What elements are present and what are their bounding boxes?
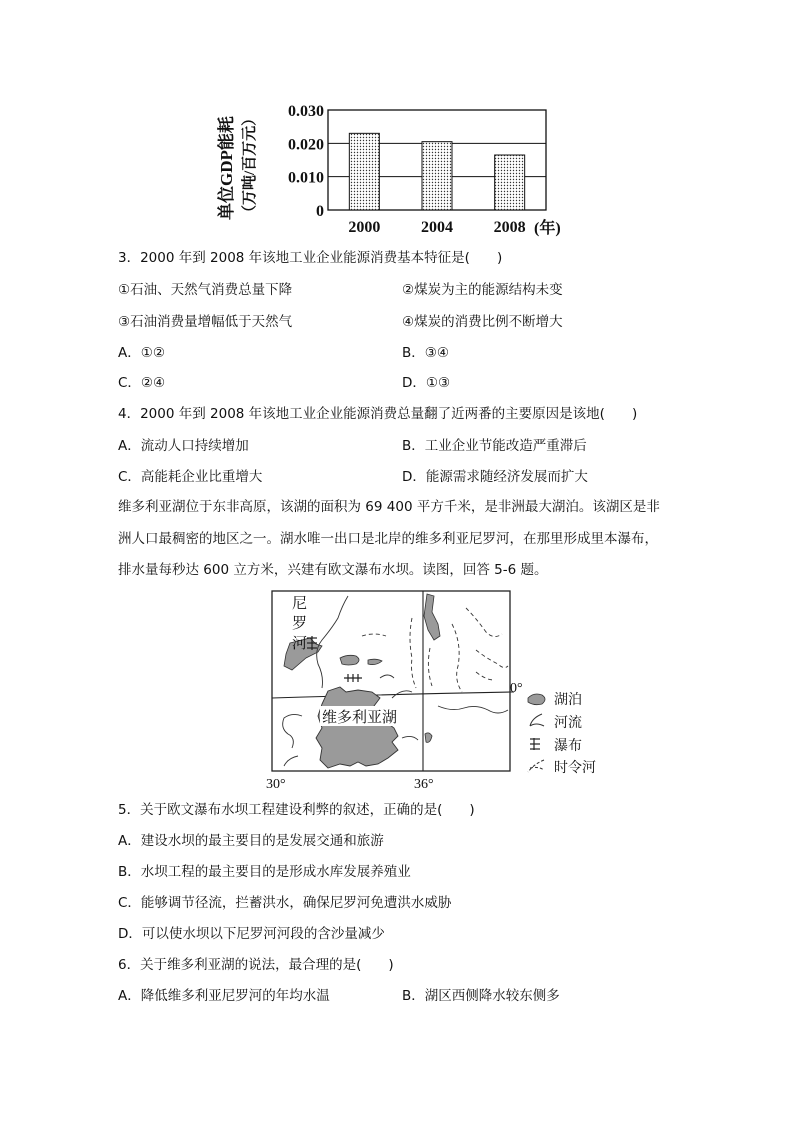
- q3-stem: 3．2000 年到 2008 年该地工业企业能源消费基本特征是( ): [118, 250, 503, 266]
- q3-option-c[interactable]: C．②④: [118, 375, 166, 391]
- lake-victoria-map: [262, 588, 622, 793]
- q5-option-b[interactable]: B．水坝工程的最主要目的是形成水库发展养殖业: [118, 864, 411, 880]
- q5-option-d[interactable]: D．可以使水坝以下尼罗河河段的含沙量减少: [118, 926, 385, 942]
- y-axis-label-unit: （万吨/百万元）: [242, 110, 258, 220]
- bar-2004: [422, 142, 452, 210]
- q4-option-b[interactable]: B．工业企业节能改造严重滞后: [402, 438, 587, 454]
- q6-option-a[interactable]: A．降低维多利亚尼罗河的年均水温: [118, 988, 330, 1004]
- legend-lake: 湖泊: [554, 692, 582, 708]
- nile-label-1: 尼: [292, 594, 308, 612]
- legend-seasonal: 时令河: [554, 760, 596, 776]
- q3-statement-3: ③石油消费量增幅低于天然气: [118, 314, 293, 330]
- y-tick-label: 0.030: [288, 103, 324, 120]
- legend-river-icon: [530, 714, 544, 726]
- q4-stem: 4．2000 年到 2008 年该地工业企业能源消费总量翻了近两番的主要原因是该地( ): [118, 406, 638, 422]
- y-tick-label: 0.020: [288, 136, 324, 154]
- map-legend: [528, 692, 596, 776]
- q4-option-d[interactable]: D．能源需求随经济发展而扩大: [402, 469, 588, 485]
- q3-option-b[interactable]: B．③④: [402, 345, 449, 361]
- y-tick-label: 0: [316, 203, 324, 220]
- legend-falls: 瀑布: [554, 738, 582, 754]
- q5-option-c[interactable]: C．能够调节径流，拦蓄洪水，确保尼罗河免遭洪水威胁: [118, 895, 452, 911]
- y-axis-label-main: 单位GDP能耗: [217, 116, 236, 220]
- q5-option-a[interactable]: A．建设水坝的最主要目的是发展交通和旅游: [118, 833, 384, 849]
- y-axis-label: [212, 102, 264, 220]
- q3-option-a[interactable]: A．①②: [118, 345, 165, 361]
- q3-option-d[interactable]: D．①③: [402, 375, 451, 391]
- lake-victoria-label: 维多利亚湖: [322, 708, 398, 726]
- bar-2000: [349, 133, 379, 210]
- passage-line-1: 维多利亚湖位于东非高原，该湖的面积为 69 400 平方千米，是非洲最大湖泊。该湖区是非: [118, 499, 660, 515]
- q4-option-a[interactable]: A．流动人口持续增加: [118, 438, 249, 454]
- small-lake: [340, 655, 359, 665]
- y-tick-label: 0.010: [288, 169, 324, 187]
- legend-river: 河流: [554, 715, 582, 731]
- q6-option-b[interactable]: B．湖区西侧降水较东侧多: [402, 988, 560, 1004]
- q5-stem: 5．关于欧文瀑布水坝工程建设利弊的叙述，正确的是( ): [118, 802, 475, 818]
- lon-36-label: 36°: [414, 777, 434, 792]
- passage-line-2: 洲人口最稠密的地区之一。湖水唯一出口是北岸的维多利亚尼罗河，在那里形成里本瀑布，: [118, 531, 658, 547]
- bar-2008: [495, 155, 525, 210]
- x-tick-label: 2000: [348, 219, 381, 236]
- legend-falls-icon: [530, 738, 540, 750]
- x-tick-label: 2008: [493, 219, 526, 236]
- nile-label-3: 河: [292, 634, 308, 652]
- q6-stem: 6．关于维多利亚湖的说法，最合理的是( ): [118, 957, 394, 973]
- legend-seasonal-icon: [528, 760, 544, 772]
- q4-option-c[interactable]: C．高能耗企业比重增大: [118, 469, 263, 485]
- x-axis-unit: (年): [534, 220, 561, 237]
- q3-statement-2: ②煤炭为主的能源结构未变: [402, 282, 563, 298]
- x-tick-label: 2004: [421, 219, 453, 236]
- passage-line-3: 排水量每秒达 600 立方米，兴建有欧文瀑布水坝。读图，回答 5-6 题。: [118, 562, 548, 578]
- legend-lake-icon: [528, 694, 545, 705]
- q3-statement-4: ④煤炭的消费比例不断增大: [402, 314, 563, 330]
- nile-label-2: 罗: [292, 614, 308, 632]
- q3-statement-1: ①石油、天然气消费总量下降: [118, 282, 293, 298]
- equator-label: 0°: [510, 681, 523, 696]
- lon-30-label: 30°: [266, 777, 286, 792]
- map-canvas: [262, 588, 622, 793]
